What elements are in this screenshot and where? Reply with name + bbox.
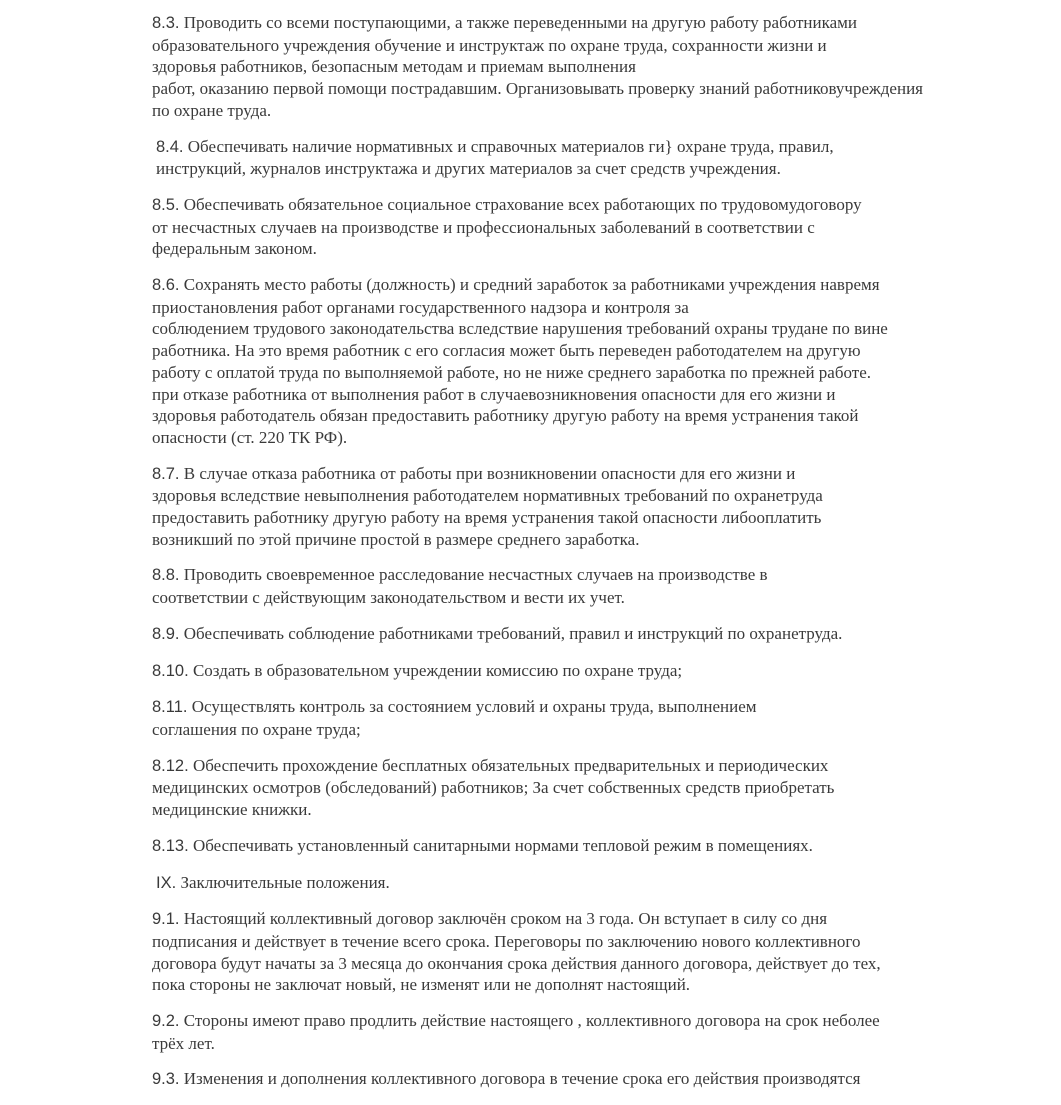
paragraph-number: 8.3. (152, 14, 180, 32)
paragraph-number: 8.6. (152, 276, 180, 295)
paragraph-8-9 (152, 623, 1022, 646)
paragraph-line: от несчастных случаев на производстве и профессиональных заболеваний в соответствии с (152, 217, 815, 237)
paragraph-number: 8.7. (152, 464, 180, 483)
paragraph-line (156, 136, 1022, 159)
paragraph-text: Обеспечивать установленный санитарными нормами тепловой режим в помещениях. (188, 835, 813, 855)
paragraph-line: опасности (ст. 220 ТК РФ). (152, 427, 348, 447)
paragraph-text: Проводить со всеми поступающими, а также переведенными на другую работу работниками (179, 13, 858, 32)
paragraph-8-3 (152, 12, 1022, 122)
document-page (152, 12, 1022, 1105)
paragraph-text: Обеспечивать наличие нормативных и справочных материалов ги} охране труда, правил, (183, 136, 834, 156)
paragraph-number: 9.2. (152, 1012, 180, 1031)
paragraph-8-13 (152, 835, 1022, 858)
paragraph-line: приостановления работ органами государственного надзора и контроля за (152, 297, 689, 317)
paragraph-line: соответствии с действующим законодательством и вести их учет. (152, 588, 625, 608)
paragraph-line (152, 1068, 1022, 1091)
paragraph-line: федеральным законом. (152, 239, 317, 259)
paragraph-line: трёх лет. (152, 1033, 215, 1053)
paragraph-9-1 (152, 908, 1022, 996)
paragraph-number: 8.13. (152, 836, 189, 855)
paragraph-line: предоставить работнику другую работу на время устранения такой опасности либооплатить (152, 508, 822, 528)
paragraph-text: Обеспечивать соблюдение работниками требований, правил и инструкций по охранетруда. (179, 623, 843, 643)
paragraph-9-3 (152, 1068, 1022, 1091)
paragraph-line: подписания и действует в течение всего срока. Переговоры по заключению нового коллективного (152, 931, 861, 951)
paragraph-text: Сохранять место работы (должность) и средний заработок за работниками учреждения навремя (179, 275, 880, 295)
paragraph-line (152, 908, 1022, 931)
paragraph-number: 9.3. (152, 1070, 180, 1089)
paragraph-line: работу с оплатой труда по выполняемой работе, но не ниже среднего заработка по прежней работе. (152, 362, 872, 382)
paragraph-line: работника. На это время работник с его согласия может быть переведен работодателем на другую (152, 341, 861, 361)
paragraph-line (152, 274, 1022, 297)
paragraph-number: 8.10. (152, 661, 189, 680)
paragraph-number: 9.1. (152, 910, 180, 929)
paragraph-line (152, 755, 1022, 778)
paragraph-8-6 (152, 274, 1022, 449)
paragraph-line (152, 194, 1022, 217)
paragraph-line (152, 564, 1022, 587)
paragraph-line: медицинских осмотров (обследований) работников; За счет собственных средств приобретать (152, 778, 835, 798)
paragraph-text: Заключительные положения. (176, 872, 390, 892)
paragraph-line (156, 872, 1022, 895)
paragraph-text: Обеспечить прохождение бесплатных обязательных предварительных и периодических (188, 755, 829, 775)
paragraph-number: 8.8. (152, 566, 180, 585)
paragraph-text: Создать в образовательном учреждении комиссию по охране труда; (188, 660, 683, 680)
paragraph-line: здоровья работодатель обязан предоставить работнику другую работу на время устранения такой (152, 406, 859, 426)
paragraph-line: по охране труда. (152, 100, 272, 120)
paragraph-text: В случае отказа работника от работы при возникновении опасности для его жизни и (179, 463, 796, 483)
paragraph-line (152, 696, 1022, 719)
paragraph-line: возникший по этой причине простой в размере среднего заработка. (152, 529, 640, 549)
paragraph-line: образовательного учреждения обучение и инструктаж по охране труда, сохранности жизни и (152, 35, 827, 55)
paragraph-8-11 (152, 696, 1022, 740)
paragraph-number: IX. (156, 873, 177, 892)
paragraph-number: 8.4. (156, 137, 184, 156)
paragraph-line: здоровья работников, безопасным методам и приемам выполнения (152, 57, 636, 77)
paragraph-text: Изменения и дополнения коллективного договора в течение срока его действия производятся (179, 1069, 861, 1089)
paragraph-line: соблюдением трудового законодательства вследствие нарушения требований охраны трудане по вине (152, 319, 888, 339)
paragraph-line: инструкций, журналов инструктажа и других материалов за счет средств учреждения. (156, 159, 781, 179)
paragraph-line: здоровья вследствие невыполнения работодателем нормативных требований по охранетруда (152, 486, 823, 506)
paragraph-8-10 (152, 660, 1022, 683)
paragraph-8-7 (152, 463, 1022, 551)
paragraph-8-8 (152, 564, 1022, 608)
paragraph-number: 8.9. (152, 624, 180, 643)
paragraph-line: при отказе работника от выполнения работ в случаевозникновения опасности для его жизни и (152, 384, 836, 404)
paragraph-line: медицинские книжки. (152, 800, 312, 820)
paragraph-line (152, 623, 1022, 646)
paragraph-9-2 (152, 1010, 1022, 1054)
paragraph-line (152, 463, 1022, 486)
paragraph-8-12 (152, 755, 1022, 821)
paragraph-text: Осуществлять контроль за состоянием условий и охраны труда, выполнением (187, 697, 757, 717)
paragraph-line: пока стороны не заключат новый, не изменят или не дополнят настоящий. (152, 975, 691, 995)
paragraph-number: 8.5. (152, 195, 180, 214)
paragraph-text: Обеспечивать обязательное социальное страхование всех работающих по трудовомудоговору (179, 194, 862, 214)
paragraph-line: соглашения по охране труда; (152, 719, 361, 739)
paragraph-line (152, 1010, 1022, 1033)
paragraph-8-5 (152, 194, 1022, 260)
paragraph-line: договора будут начаты за 3 месяца до окончания срока действия данного договора, действует до тех, (152, 953, 881, 973)
paragraph-text: Настоящий коллективный договор заключён сроком на 3 года. Он вступает в силу со дня (179, 909, 828, 929)
paragraph-number: 8.11. (152, 698, 188, 717)
paragraph-line (152, 660, 1022, 683)
paragraph-ix (152, 872, 1022, 895)
paragraph-8-4 (152, 136, 1022, 180)
paragraph-line (152, 835, 1022, 858)
paragraph-text: Проводить своевременное расследование несчастных случаев на производстве в (179, 565, 768, 585)
paragraph-line: работ, оказанию первой помощи пострадавшим. Организовывать проверку знаний работниковучреждения (152, 79, 923, 99)
paragraph-text: Стороны имеют право продлить действие настоящего , коллективного договора на срок неболее (179, 1011, 880, 1031)
paragraph-number: 8.12. (152, 756, 189, 775)
paragraph-line (152, 12, 1022, 35)
